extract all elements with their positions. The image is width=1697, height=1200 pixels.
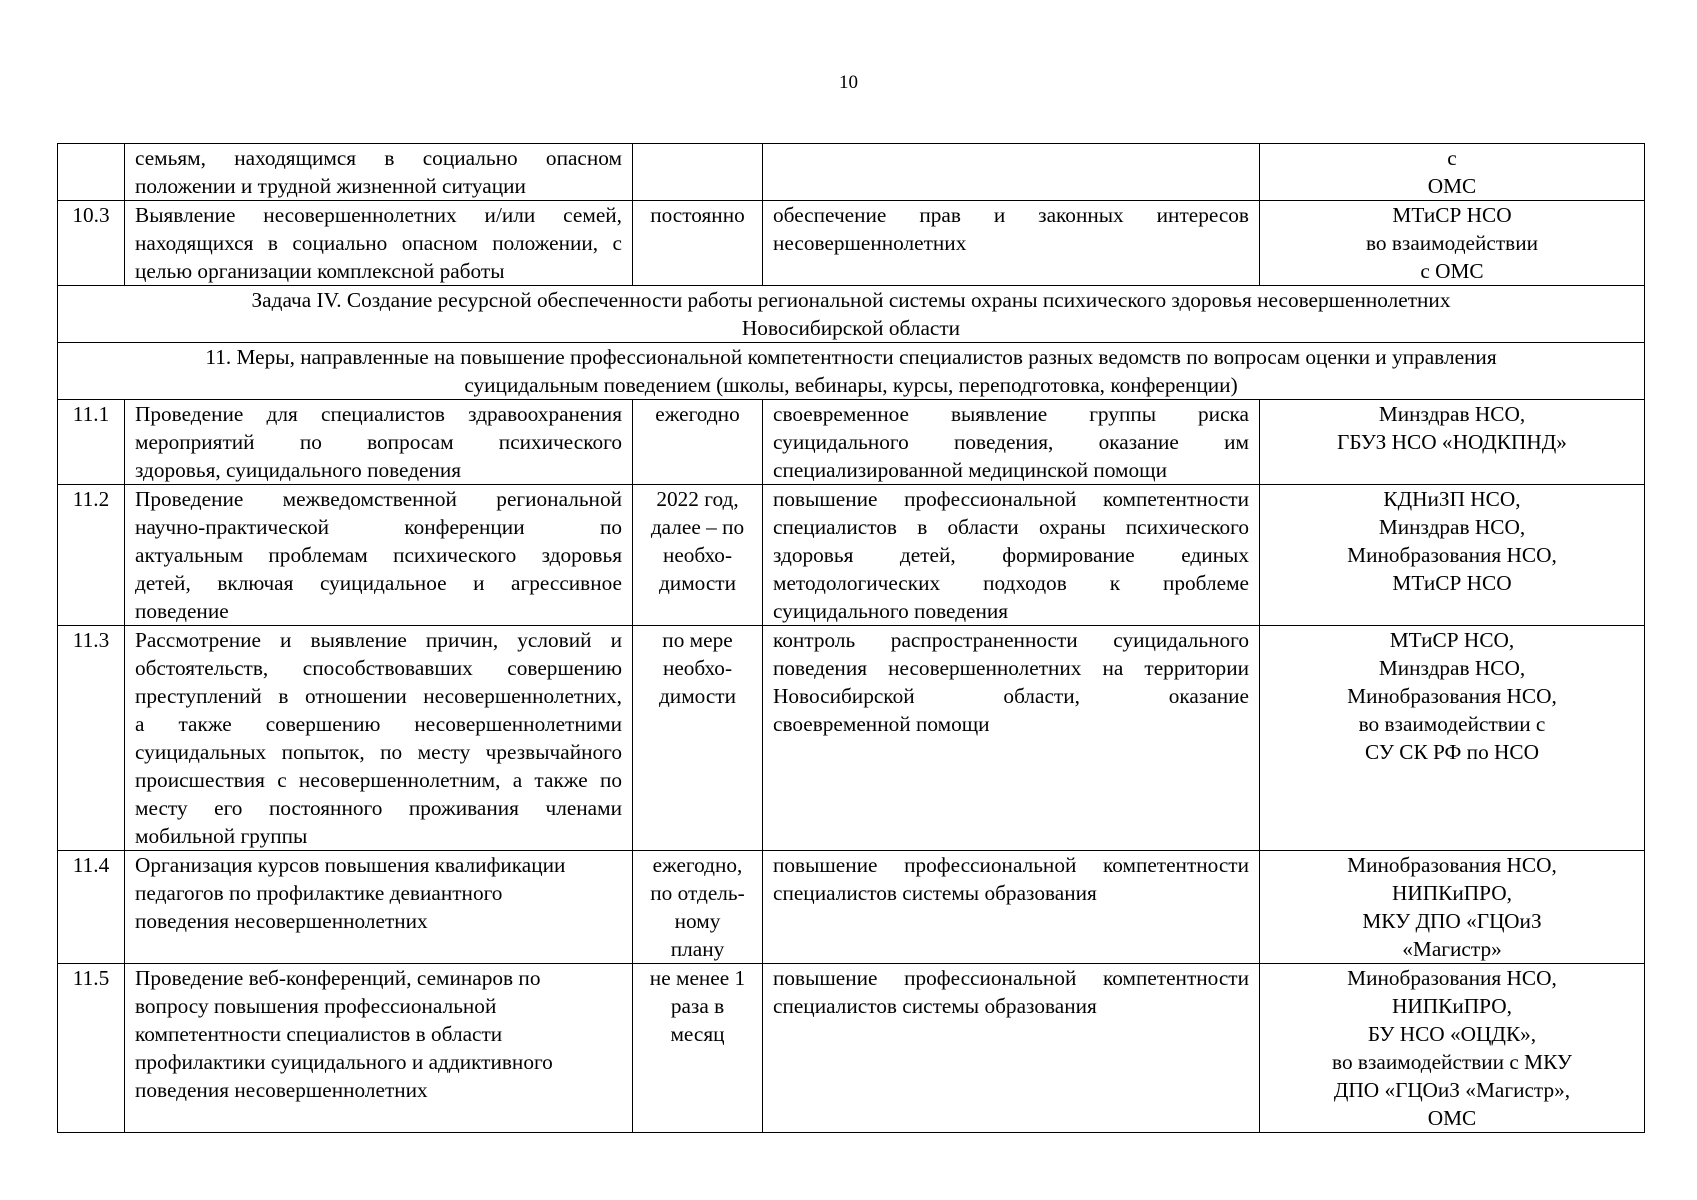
expected-result-line: повышение профессиональной компетентности <box>773 966 1249 990</box>
execution-term-line: необхо- <box>662 543 733 567</box>
responsible-executors-line: Минздрав НСО, <box>1378 656 1526 680</box>
responsible-executors-line: НИПКиПРО, <box>1392 881 1512 905</box>
responsible-executors-line: с ОМС <box>1420 259 1484 283</box>
section-title-line: 11. Меры, направленные на повышение профессиональной компетентности специалистов разных ведомств по вопросам оценки и управления <box>205 345 1497 369</box>
item-number <box>58 144 125 201</box>
responsible-executors-line: Минобразования НСО, <box>1347 853 1557 877</box>
expected-result <box>763 144 1260 201</box>
measure-name-line: семьям, находящимся в социально опасном <box>135 146 622 170</box>
execution-term <box>633 851 763 964</box>
expected-result-line: специализированной медицинской помощи <box>773 458 1167 482</box>
measure-name-line: поведение <box>135 599 229 623</box>
responsible-executors-line: МКУ ДПО «ГЦОиЗ <box>1362 909 1542 933</box>
responsible-executors-line: МТиСР НСО <box>1392 203 1512 227</box>
measure-name-line: Выявление несовершеннолетних и/или семей, <box>135 203 622 227</box>
measure-name-line: поведения несовершеннолетних <box>135 1078 428 1102</box>
expected-result-line: суицидального поведения, оказание им <box>773 430 1249 454</box>
expected-result-line: несовершеннолетних <box>773 231 967 255</box>
responsible-executors-line: с <box>1447 146 1457 170</box>
responsible-executors-line: Минздрав НСО, <box>1378 515 1526 539</box>
execution-term-line: далее – по <box>650 515 745 539</box>
execution-term-line: по мере <box>662 628 733 652</box>
measure-name-line: профилактики суицидального и аддиктивного <box>135 1050 553 1074</box>
expected-result-line: своевременное выявление группы риска <box>773 402 1249 426</box>
responsible-executors-line: во взаимодействии <box>1365 231 1538 255</box>
responsible-executors <box>1260 144 1645 201</box>
expected-result-line: своевременной помощи <box>773 712 990 736</box>
table-row <box>58 201 1645 286</box>
execution-term-line: необхо- <box>662 656 733 680</box>
execution-term-line: раза в <box>670 994 725 1018</box>
execution-term-line: по отдель- <box>650 881 745 905</box>
execution-term <box>633 144 763 201</box>
expected-result-line: повышение профессиональной компетентности <box>773 853 1249 877</box>
measure-name <box>125 144 633 201</box>
measure-name <box>125 485 633 626</box>
responsible-executors-line: Минздрав НСО, <box>1378 402 1526 426</box>
measure-name <box>125 964 633 1133</box>
measure-name-line: положении и трудной жизненной ситуации <box>135 174 526 198</box>
responsible-executors <box>1260 851 1645 964</box>
item-number: 11.2 <box>58 485 125 626</box>
responsible-executors-line: «Магистр» <box>1402 937 1502 961</box>
responsible-executors-line: во взаимодействии с МКУ <box>1332 1050 1572 1074</box>
execution-term <box>633 485 763 626</box>
item-number: 10.3 <box>58 201 125 286</box>
responsible-executors-line: БУ НСО «ОЦДК», <box>1367 1022 1537 1046</box>
measure-name-line: мобильной группы <box>135 824 308 848</box>
item-number: 11.4 <box>58 851 125 964</box>
measure-name-line: педагогов по профилактике девиантного <box>135 881 503 905</box>
execution-term-line: ежегодно <box>655 402 740 426</box>
measure-name <box>125 626 633 851</box>
section-header-row <box>58 286 1645 343</box>
execution-term-line: ному <box>674 909 721 933</box>
responsible-executors <box>1260 485 1645 626</box>
section-title <box>58 343 1645 400</box>
expected-result-line: специалистов системы образования <box>773 881 1097 905</box>
section-title-line: Задача IV. Создание ресурсной обеспеченности работы региональной системы охраны психического здоровья несовершеннолетних <box>251 288 1451 312</box>
measure-name-line: месту его постоянного проживания членами <box>135 796 622 820</box>
responsible-executors-line: Минобразования НСО, <box>1347 543 1557 567</box>
measure-name-line: целью организации комплексной работы <box>135 259 505 283</box>
execution-term-line: месяц <box>670 1022 725 1046</box>
responsible-executors-line: МТиСР НСО <box>1392 571 1512 595</box>
measure-name-line: Организация курсов повышения квалификации <box>135 853 566 877</box>
measure-name-line: вопросу повышения профессиональной <box>135 994 497 1018</box>
responsible-executors <box>1260 964 1645 1133</box>
expected-result-line: специалистов в области охраны психического <box>773 515 1249 539</box>
responsible-executors-line: во взаимодействии с <box>1358 712 1546 736</box>
execution-term-line: постоянно <box>650 203 745 227</box>
measures-table-body <box>58 144 1645 1133</box>
execution-term-line: 2022 год, <box>656 487 739 511</box>
measure-name-line: компетентности специалистов в области <box>135 1022 503 1046</box>
execution-term <box>633 964 763 1133</box>
table-row <box>58 964 1645 1133</box>
expected-result <box>763 485 1260 626</box>
measure-name <box>125 201 633 286</box>
execution-term-line: димости <box>658 571 737 595</box>
table-row <box>58 144 1645 201</box>
execution-term-line: ежегодно, <box>652 853 743 877</box>
expected-result <box>763 626 1260 851</box>
execution-term-line: не менее 1 <box>649 966 746 990</box>
expected-result-line: специалистов системы образования <box>773 994 1097 1018</box>
section-header-row <box>58 343 1645 400</box>
measure-name-line: происшествия с несовершеннолетним, а также по <box>135 768 622 792</box>
measure-name-line: научно-практической конференции по <box>135 515 622 539</box>
measure-name-line: обстоятельств, способствовавших совершению <box>135 656 622 680</box>
measure-name-line: детей, включая суицидальное и агрессивное <box>135 571 622 595</box>
expected-result-line: Новосибирской области, оказание <box>773 684 1249 708</box>
expected-result-line: суицидального поведения <box>773 599 1009 623</box>
responsible-executors-line: ДПО «ГЦОиЗ «Магистр», <box>1333 1078 1571 1102</box>
expected-result-line: здоровья детей, формирование единых <box>773 543 1249 567</box>
responsible-executors-line: ОМС <box>1427 174 1477 198</box>
execution-term <box>633 201 763 286</box>
measure-name-line: находящихся в социально опасном положении, с <box>135 231 622 255</box>
expected-result <box>763 400 1260 485</box>
execution-term-line: плану <box>670 937 725 961</box>
table-row <box>58 626 1645 851</box>
measures-table <box>57 143 1645 1133</box>
responsible-executors-line: Минобразования НСО, <box>1347 684 1557 708</box>
responsible-executors-line: МТиСР НСО, <box>1389 628 1515 652</box>
table-row <box>58 485 1645 626</box>
measure-name <box>125 400 633 485</box>
measure-name-line: актуальным проблемам психического здоровья <box>135 543 622 567</box>
measure-name-line: поведения несовершеннолетних <box>135 909 428 933</box>
expected-result-line: методологических подходов к проблеме <box>773 571 1249 595</box>
responsible-executors-line: КДНиЗП НСО, <box>1383 487 1521 511</box>
section-title-line: Новосибирской области <box>741 316 961 340</box>
measure-name-line: мероприятий по вопросам психического <box>135 430 622 454</box>
responsible-executors <box>1260 400 1645 485</box>
expected-result <box>763 964 1260 1133</box>
item-number: 11.3 <box>58 626 125 851</box>
measure-name-line: а также совершению несовершеннолетними <box>135 712 622 736</box>
responsible-executors <box>1260 201 1645 286</box>
execution-term <box>633 626 763 851</box>
measure-name-line: Проведение веб-конференций, семинаров по <box>135 966 541 990</box>
responsible-executors-line: ОМС <box>1427 1106 1477 1130</box>
table-row <box>58 400 1645 485</box>
item-number: 11.5 <box>58 964 125 1133</box>
measure-name <box>125 851 633 964</box>
measure-name-line: Проведение межведомственной региональной <box>135 487 622 511</box>
expected-result-line: повышение профессиональной компетентности <box>773 487 1249 511</box>
measure-name-line: Рассмотрение и выявление причин, условий и <box>135 628 622 652</box>
section-title-line: суицидальным поведением (школы, вебинары, курсы, переподготовка, конференции) <box>464 373 1238 397</box>
measure-name-line: преступлений в отношении несовершеннолетних, <box>135 684 622 708</box>
responsible-executors-line: НИПКиПРО, <box>1392 994 1512 1018</box>
expected-result <box>763 851 1260 964</box>
expected-result-line: контроль распространенности суицидального <box>773 628 1249 652</box>
responsible-executors-line: Минобразования НСО, <box>1347 966 1557 990</box>
item-number: 11.1 <box>58 400 125 485</box>
expected-result <box>763 201 1260 286</box>
measure-name-line: Проведение для специалистов здравоохранения <box>135 402 622 426</box>
section-title <box>58 286 1645 343</box>
page-number: 10 <box>839 72 858 93</box>
execution-term-line: димости <box>658 684 737 708</box>
measure-name-line: суицидальных попыток, по месту чрезвычайного <box>135 740 622 764</box>
responsible-executors-line: СУ СК РФ по НСО <box>1364 740 1540 764</box>
expected-result-line: обеспечение прав и законных интересов <box>773 203 1249 227</box>
responsible-executors-line: ГБУЗ НСО «НОДКПНД» <box>1337 430 1567 454</box>
measure-name-line: здоровья, суицидального поведения <box>135 458 462 482</box>
responsible-executors <box>1260 626 1645 851</box>
table-row <box>58 851 1645 964</box>
expected-result-line: поведения несовершеннолетних на территории <box>773 656 1249 680</box>
execution-term <box>633 400 763 485</box>
